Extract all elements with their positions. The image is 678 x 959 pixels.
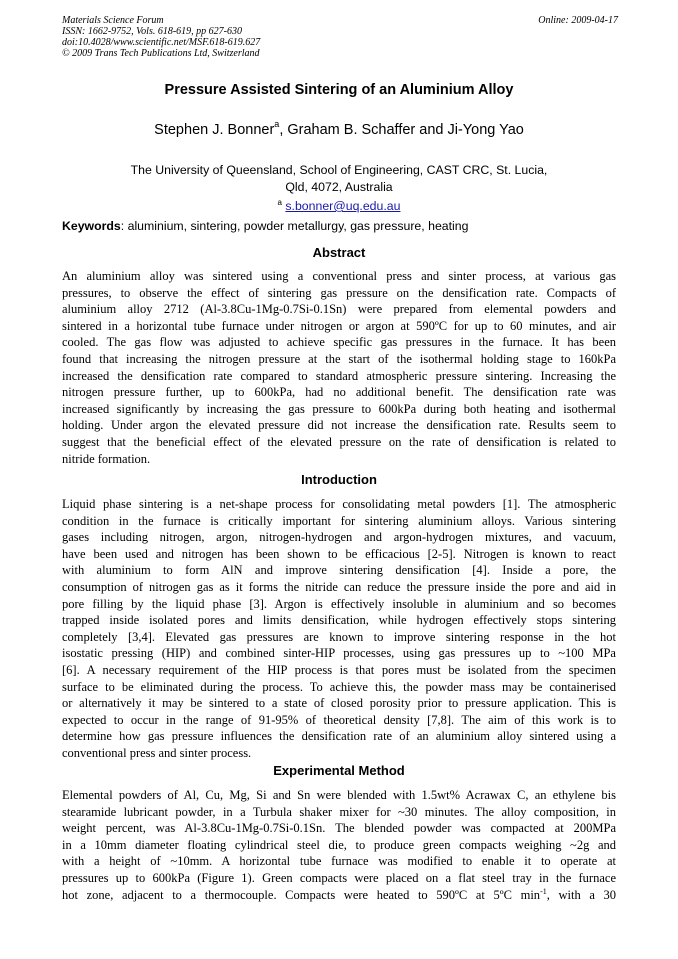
text-line: trapped inside isolated pores and limits densification, while hydrogen effectively stops sintering [62, 613, 616, 628]
journal-header [62, 15, 618, 59]
experimental-heading: Experimental Method [273, 763, 405, 778]
text-line: An aluminium alloy was sintered using a conventional press and sinter process, at various gas [62, 269, 616, 283]
keywords [62, 219, 468, 233]
text-line: Elemental powders of Al, Cu, Mg, Si and Sn were blended with 1.5wt% Acrawax C, an ethylene bis [62, 788, 616, 802]
keywords-label: Keywords [62, 219, 121, 233]
text-line: aluminium alloy 2712 (Al-3.8Cu-1Mg-0.7Si-0.1Sn) were prepared from elemental powders and [62, 302, 616, 317]
text-line: nitrogen pressure further, up to 600kPa, had no additional benefit. The densification rate was [62, 385, 616, 400]
text-line: nitride formation. [62, 451, 151, 466]
doi-line: doi:10.4028/www.scientific.net/MSF.618-619.627 [62, 37, 261, 48]
introduction-heading: Introduction [301, 472, 377, 487]
text-line: expected to occur in the range of 91-95% of theoretical density [7,8]. The aim of this work is to [62, 712, 616, 727]
text-line: condition in the furnace is critically important for sintering aluminium alloys. Various sintering [62, 513, 616, 528]
text-line: gases including nitrogen, argon, nitrogen-hydrogen and argon-hydrogen mixtures, and vacuum, [62, 530, 616, 545]
author-first: Stephen J. Bonner [154, 121, 275, 138]
text-line: Liquid phase sintering is a net-shape process for consolidating metal powders [1]. The atmospheric [62, 497, 616, 511]
abstract-body [62, 268, 616, 467]
text-line: increased the densification rate compared to standard atmospheric pressure sintering. Increasing the [62, 368, 616, 383]
affiliation [0, 162, 678, 215]
text-line: completely [3,4]. Elevated gas pressures are known to improve sintering response in the hot [62, 629, 616, 644]
online-date: Online: 2009-04-17 [538, 15, 618, 26]
email-sup: a [277, 198, 282, 207]
text-line: increased significantly by increasing the gas pressure to 600kPa during both heating and isothermal [62, 401, 616, 416]
text-line: in a 10mm diameter floating cylindrical steel die, to produce green compacts weighing ~2g and [62, 837, 616, 852]
superscript: -1 [540, 886, 547, 896]
affiliation-line-1: The University of Queensland, School of Engineering, CAST CRC, St. Lucia, [130, 163, 548, 177]
text-line: consumption of nitrogen gas as it forms the nitride can reduce the pressure inside the pore and aid in [62, 579, 616, 594]
line-tail: , with a 30 [546, 887, 616, 902]
text-line: weight percent, was Al-3.8Cu-1Mg-0.7Si-0.1Sn. The blended powder was compacted at 200MPa [62, 821, 616, 836]
keywords-text: : aluminium, sintering, powder metallurgy, gas pressure, heating [120, 219, 469, 233]
author-list [0, 120, 678, 138]
author-first-sup: a [274, 119, 280, 129]
text-line: or alternatively it may be sintered to a state of closed porosity prior to pressure application. This is [62, 696, 616, 711]
introduction-body [62, 496, 616, 762]
text-line: with aluminium to form AlN and improve sintering densification [4]. Inside a pore, the [62, 563, 616, 578]
text-line: found that increasing the nitrogen pressure at the start of the isothermal holding stage to 160kPa [62, 351, 616, 366]
affiliation-line-2: Qld, 4072, Australia [285, 179, 393, 194]
text-line: cooled. The gas flow was adjusted to achieve specific gas pressures in the furnace. It has been [62, 335, 616, 350]
text-line: have been used and nitrogen has been shown to be efficacious [2-5]. Nitrogen is known to react [62, 546, 616, 561]
text-line: surface to be eliminated during the process. To achieve this, the powder mass may be containerised [62, 679, 616, 694]
text-line: pressures up to 600kPa (Figure 1). Green compacts were placed on a flat steel tray in the furnace [62, 870, 616, 885]
text-line: hot zone, adjacent to a thermocouple. Compacts were heated to 590ºC at 5ºC $\min^{-1}$, with a 30 [62, 886, 616, 902]
copyright-line: © 2009 Trans Tech Publications Ltd, Switzerland [62, 48, 260, 59]
issn-line: ISSN: 1662-9752, Vols. 618-619, pp 627-630 [62, 26, 242, 37]
journal-name: Materials Science Forum [62, 15, 164, 26]
text-line: suggest that the beneficial effect of the elevated pressure on the rate of densification is related to [62, 434, 616, 449]
text-line: pore filling by the liquid phase [3]. Argon is effectively insoluble in aluminium and so becomes [62, 596, 616, 611]
paper-title: Pressure Assisted Sintering of an Aluminium Alloy [164, 82, 514, 98]
text-line: with a height of ~10mm. A horizontal tube furnace was modified to enable it to operate at [62, 854, 616, 869]
text-line: isostatic pressing (HIP) and combined sinter-HIP processes, using gas pressures up to ~100 MPa [62, 646, 616, 661]
text-line: holding. Under argon the elevated pressure did not increase the densification rate. Results seem to [62, 418, 616, 433]
text-line: stearamide lubricant powder, in a Turbula shaker mixer for ~30 minutes. The alloy composition, in [62, 804, 616, 819]
author-rest: , Graham B. Schaffer and Ji-Yong Yao [279, 121, 524, 138]
email-line [0, 195, 678, 215]
email-link[interactable]: s.bonner@uq.edu.au [285, 199, 401, 214]
text-line: sintered in a horizontal tube furnace under nitrogen or argon at 590ºC for up to 60 minutes, and air [62, 318, 616, 333]
text-line: pressures, to observe the effect of sintering gas pressure on the densification rate. Compacts of [62, 285, 616, 300]
text-line: conventional press and sinter process. [62, 745, 252, 760]
text-line: determine how gas pressure influences the densification rate of an aluminium alloy sintered using a [62, 729, 616, 744]
experimental-body [62, 787, 616, 903]
text-line: [6]. A necessary requirement of the HIP process is that pores must be isolated from the specimen [62, 662, 616, 677]
abstract-heading: Abstract [312, 245, 366, 260]
